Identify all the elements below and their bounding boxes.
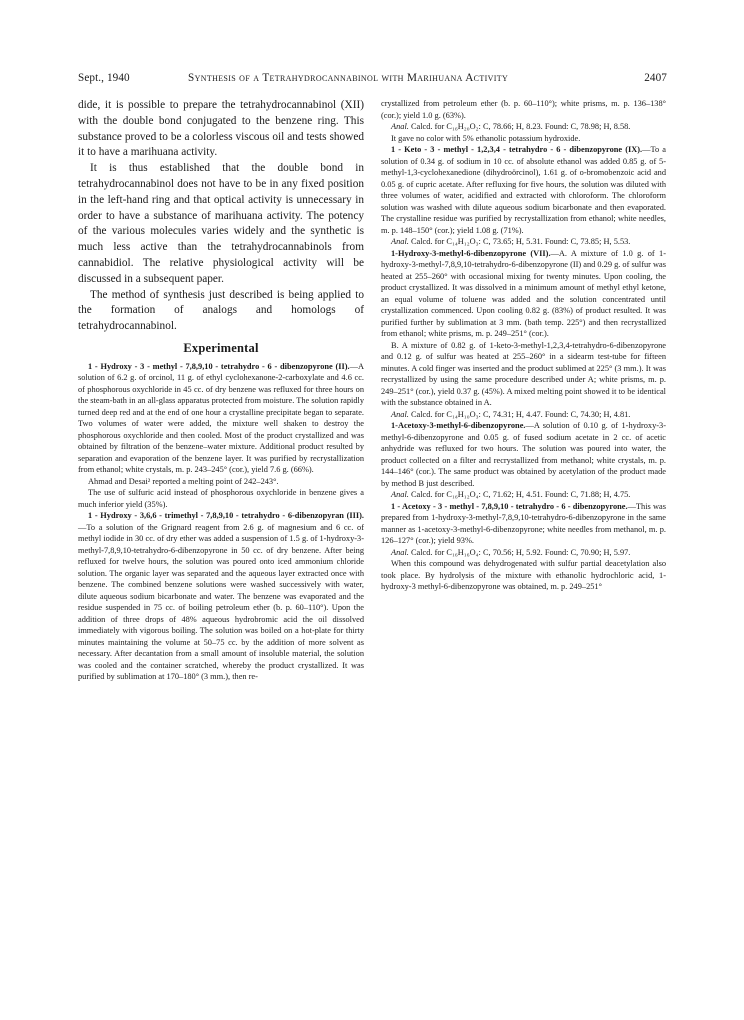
- analysis-label: Anal.: [391, 122, 409, 131]
- analysis-text: Calcd. for C₁₆H₂₀O₂: C, 78.66; H, 8.23. Found: C, 78.98; H, 8.58.: [408, 122, 631, 131]
- procedure-text: —A solution of 6.2 g. of orcinol, 11 g. of ethyl cyclohexanone-2-carboxylate and 4.6 cc. of phosphorous oxychloride in 45 cc. of dry benzene was refluxed for three hours on the steam-bath in an all-glass apparatus protected from moisture. The solution rapidly turned deep red and at the end of one hour a crystalline precipitate began to separate. Two volumes of water were added, the mixture well shaken to destroy the phosphorous oxychloride and then cooled. Most of the product crystallized and was obtained by filtration of the benzene–water mixture. Additional product resulted by separation and evaporation of the benzene layer. It was purified by recrystallization from ethanol; white crystals, m. p. 243–245° (cor.), yield 7.6 g. (66%).: [78, 361, 364, 475]
- paragraph: When this compound was dehydrogenated with sulfur partial deacetylation also took place. By hydrolysis of the mixture with ethanolic hydrochloric acid, 1-hydroxy-3 methyl-6-dibenzopyrone was obtained, m. p. 249–251°: [381, 559, 666, 591]
- page-number: 2407: [644, 72, 667, 84]
- header-date: Sept., 1940: [78, 72, 130, 84]
- procedure-paragraph: [381, 248, 666, 340]
- procedure-paragraph: [381, 420, 666, 489]
- procedure-text: —This was prepared from 1-hydroxy-3-methyl-7,8,9,10-tetrahydro-6-dibenzopyrone in the same manner as 1-acetoxy-3-methyl-6-dibenzopyrone; white needles from methanol, m. p. 126–127° (cor.); yield 93%.: [381, 501, 666, 545]
- paragraph: The use of sulfuric acid instead of phosphorous oxychloride in benzene gives a much inferior yield (35%).: [78, 488, 364, 509]
- procedure-paragraph: [381, 144, 666, 236]
- analysis-label: Anal.: [391, 547, 409, 557]
- analysis-paragraph: [381, 547, 666, 559]
- procedure-text: —A solution of 0.10 g. of 1-hydroxy-3-methyl-6-dibenzopyrone and 0.05 g. of fused sodium acetate in 2 cc. of acetic anhydride was refluxed for two hours. The solution was poured into water, the product collected on a filter and recrystallized from methanol; white crystals, m. p. 144–146° (cor.). The same product was obtained by acetylation of the product made by method B just described.: [381, 421, 666, 488]
- compound-title: 1 - Acetoxy - 3 - methyl - 7,8,9,10 - tetrahydro - 6 - dibenzopyrone.: [391, 501, 628, 511]
- compound-title: 1-Acetoxy-3-methyl-6-dibenzopyrone.: [391, 421, 526, 430]
- analysis-text: Calcd. for C₁₄H₁₀O₃: C, 74.31; H, 4.47. Found: C, 74.30; H, 4.81.: [408, 409, 631, 419]
- analysis-paragraph: [381, 489, 666, 501]
- analysis-paragraph: [381, 236, 666, 248]
- analysis-text: Calcd. for C₁₆H₁₆O₄: C, 70.56; H, 5.92. Found: C, 70.90; H, 5.97.: [408, 547, 631, 557]
- analysis-text: Calcd. for C₁₆H₁₂O₄: C, 71.62; H, 4.51. Found: C, 71.88; H, 4.75.: [408, 490, 631, 499]
- compound-title: 1 - Keto - 3 - methyl - 1,2,3,4 - tetrahydro - 6 - dibenzopyrone (IX).: [391, 145, 643, 154]
- left-column: [78, 98, 364, 683]
- paragraph: Ahmad and Desai² reported a melting point of 242–243°.: [88, 476, 279, 486]
- paragraph: crystallized from petroleum ether (b. p. 60–110°); white prisms, m. p. 136–138° (cor.); yield 1.0 g. (63%).: [381, 99, 666, 120]
- body-text: [78, 98, 364, 335]
- section-heading: Experimental: [183, 340, 259, 355]
- right-column: [381, 98, 666, 593]
- analysis-label: Anal.: [391, 409, 409, 419]
- procedure-text: —To a solution of 0.34 g. of sodium in 10 cc. of absolute ethanol was added 0.85 g. of 5-methyl-1,3-cyclohexanedione (dihydroörcinol), 1.61 g. of o-bromobenzoic acid and 0.05 g. of cupric acetate. After refluxing for five hours, the solution was diluted with three volumes of water, acidified and extracted with chloroform. The chloroform solution was washed with dilute aqueous sodium bicarbonate and then evaporated. The crystalline residue was purified by recrystallization from ethanol; white needles, m. p. 148–150° (cor.); yield 1.08 g. (71%).: [381, 145, 666, 235]
- paragraph: The method of synthesis just described is being applied to the formation of analogs and homologs of tetrahydrocannabinol.: [78, 288, 364, 333]
- procedure-text: —A. A mixture of 1.0 g. of 1-hydroxy-3-methyl-7,8,9,10-tetrahydro-6-dibenzopyrone (II) and 0.29 g. of sulfur was heated at 255–260° with occasional mixing for twenty minutes. Upon cooling, the product crystallized. It was dissolved in a minimum amount of methyl ethyl ketone, an equal volume of toluene was added and the solution concentrated until crystallization commenced. Upon cooling 0.82 g. (83%) of product resulted. It was purified further by sublimation at 3 mm. (bath temp. 225°) and then recrystallized from ethanol; white prisms, m. p. 249–251° (cor.).: [381, 248, 666, 338]
- paragraph: dide, it is possible to prepare the tetrahydrocannabinol (XII) with the double bond conjugated to the benzene ring. This substance proved to be a colorless viscous oil and tests showed it to have a marihuana activity.: [78, 99, 364, 159]
- analysis-paragraph: [381, 409, 666, 421]
- running-header: [78, 72, 667, 88]
- compound-title: 1-Hydroxy-3-methyl-6-dibenzopyrone (VII).: [391, 248, 551, 258]
- analysis-label: Anal.: [391, 490, 409, 499]
- analysis-paragraph: [381, 121, 666, 133]
- compound-title: 1 - Hydroxy - 3,6,6 - trimethyl - 7,8,9,10 - tetrahydro - 6-dibenzopyran (III).: [88, 511, 364, 521]
- compound-title: 1 - Hydroxy - 3 - methyl - 7,8,9,10 - tetrahydro - 6 - dibenzopyrone (II).: [88, 361, 350, 371]
- paragraph: B. A mixture of 0.82 g. of 1-keto-3-methyl-1,2,3,4-tetrahydro-6-dibenzopyrone and 0.12 g. of sulfur was heated at 255–260° in a sidearm test-tube for fifteen minutes. A cold finger was inserted and the product sublimed at 225° (3 mm.). It was recrystallized by using the same procedure described under A; white prisms, m. p. 249–251° (cor.), yield 0.37 g. (45%). A mixed melting point showed it to be identical with the substance obtained in A.: [381, 340, 666, 407]
- experimental-text: [78, 361, 364, 683]
- analysis-text: Calcd. for C₁₄H₁₂O₃: C, 73.65; H, 5.31. Found: C, 73.85; H, 5.53.: [408, 237, 631, 246]
- header-title: Synthesis of a Tetrahydrocannabinol with Marihuana Activity: [188, 72, 509, 84]
- procedure-text: —To a solution of the Grignard reagent from 2.6 g. of magnesium and 6 cc. of methyl iodide in 30 cc. of dry ether was added a suspension of 1.5 g. of 1-hydroxy-3-methyl-7,8,9,10-tetrahydro-6-dibenzopyrone in 50 cc. of dry benzene. After being refluxed for twelve hours, the solution was poured onto iced ammonium chloride solution. The organic layer was separated and the aqueous layer extracted once with benzene. The combined benzene solutions were washed successively with water, dilute aqueous sodium bicarbonate and water. The benzene was evaporated and the residue suspended in 75 cc. of boiling petroleum ether (b. p. 60–110°). Upon the addition of three drops of 48% aqueous hydrobromic acid the oil dissolved immediately with vigorous boiling. The solution was boiled on a hot-plate for thirty minutes maintaining the volume at 50–75 cc. by the addition of more solvent as necessary. After decantation from a small amount of insoluble material, the solution was cooled and the container scratched, whereby the product crystallized. It was purified by sublimation at 170–180° (3 mm.), then re-: [78, 522, 364, 682]
- procedure-paragraph: [78, 510, 364, 683]
- paragraph: It gave no color with 5% ethanolic potassium hydroxide.: [391, 133, 581, 143]
- procedure-paragraph: [78, 361, 364, 476]
- analysis-label: Anal.: [391, 237, 409, 246]
- paragraph: It is thus established that the double bond in tetrahydrocannabinol does not have to be in any fixed position in the left-hand ring and that optical activity is unnecessary in order to have a substance of marihuana activity. The potency of the various molecules varies widely and the synthetic is much less active than the tetrahydrocannabinols from cannabidiol. The relative physiological activity will be discussed in a subsequent paper.: [78, 162, 364, 285]
- procedure-paragraph: [381, 501, 666, 547]
